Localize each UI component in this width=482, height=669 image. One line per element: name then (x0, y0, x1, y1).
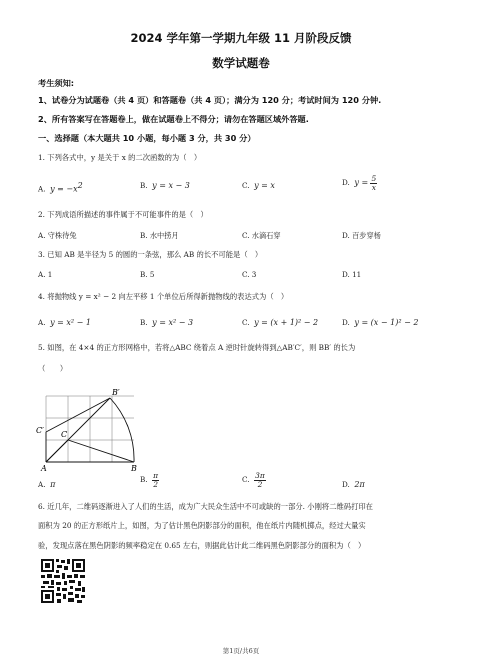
rotation-figure (36, 388, 146, 472)
q4-option-b: B. y = x² − 3 (140, 318, 194, 327)
question-3-stem: 3. 已知 AB 是半径为 5 的圆的一条弦，那么 AB 的长不可能是（ ） (38, 250, 263, 259)
notice-item-2: 2、所有答案写在答题卷上，做在试题卷上不得分；请勿在答题区域外答题. (38, 114, 309, 124)
exam-subtitle: 数学试题卷 (212, 56, 270, 70)
label-b: B (131, 464, 137, 472)
q4-option-a: A. y = x² − 1 (38, 318, 91, 327)
q5-option-d: D. 2π (342, 480, 365, 489)
question-1-stem: 1. 下列各式中，y 是关于 x 的二次函数的为（ ） (38, 153, 202, 162)
question-4-stem: 4. 将抛物线 y = x² − 2 向左平移 1 个单位后所得新抛物线的表达式为（ ） (38, 292, 289, 301)
qr-code-image (40, 558, 86, 604)
q1-option-c: C. y = x (242, 181, 275, 190)
q2-option-c: C. 水滴石穿 (242, 231, 281, 240)
question-6-line-1: 6. 近几年，二维码逐渐进入了人们的生活，成为广大民众生活中不可或缺的一部分. 小刚将二维码打印在 (38, 502, 373, 511)
section-heading: 一、选择题（本大题共 10 小题，每小题 3 分，共 30 分） (38, 133, 256, 143)
q5-option-c: C. $\frac{3\pi}{2}$ (242, 471, 265, 489)
label-c: C (61, 430, 68, 439)
page-footer: 第1页/共6页 (222, 647, 260, 655)
q2-option-a: A. 守株待兔 (38, 231, 77, 240)
arc-bb-prime (110, 398, 134, 462)
question-6-line-3: 验，发现点落在黑色阴影的频率稳定在 0.65 左右，则据此估计此二维码黑色阴影部分的面积为（ ） (38, 541, 366, 550)
q5-option-b: B. $\frac{\pi}{2}$ (140, 471, 159, 489)
q3-option-d: D. 11 (342, 270, 362, 279)
q3-option-a: A. 1 (38, 270, 53, 279)
label-c-prime: C′ (36, 426, 44, 435)
label-b-prime: B′ (112, 388, 120, 397)
question-5-stem: 5. 如图，在 4×4 的正方形网格中，若将△ABC 绕着点 A 逆时针旋转得到△AB′C′，则 BB′ 的长为 (38, 343, 356, 352)
notice-item-1: 1、试卷分为试题卷（共 4 页）和答题卷（共 4 页）；满分为 120 分；考试时间为 120 分钟. (38, 95, 382, 105)
q2-option-b: B. 水中捞月 (140, 231, 179, 240)
question-5-paren: （ ） (38, 364, 68, 373)
question-2-stem: 2. 下列成语所描述的事件属于不可能事件的是（ ） (38, 210, 208, 219)
q4-option-d: D. y = (x − 1)² − 2 (342, 318, 419, 327)
label-a: A (41, 464, 47, 472)
q4-option-c: C. y = (x + 1)² − 2 (242, 318, 319, 327)
q1-option-a: A. $y = -x^2$ (38, 181, 83, 194)
q3-option-b: B. 5 (140, 270, 155, 279)
q1-option-b: B. y = x − 3 (140, 181, 190, 190)
exam-title: 2024 学年第一学期九年级 11 月阶段反馈 (130, 31, 352, 45)
q5-option-a: A. π (38, 480, 56, 489)
notice-heading: 考生须知: (38, 78, 75, 88)
q3-option-c: C. 3 (242, 270, 257, 279)
q2-option-d: D. 百步穿杨 (342, 231, 381, 240)
q1-option-d: D. y = $\frac{5}{x}$ (342, 174, 377, 192)
question-6-line-2: 面积为 20 的正方形纸片上，如图，为了估计黑色阴影部分的面积，他在纸片内随机掷点，经过大量实 (38, 521, 366, 530)
grid (46, 396, 134, 462)
